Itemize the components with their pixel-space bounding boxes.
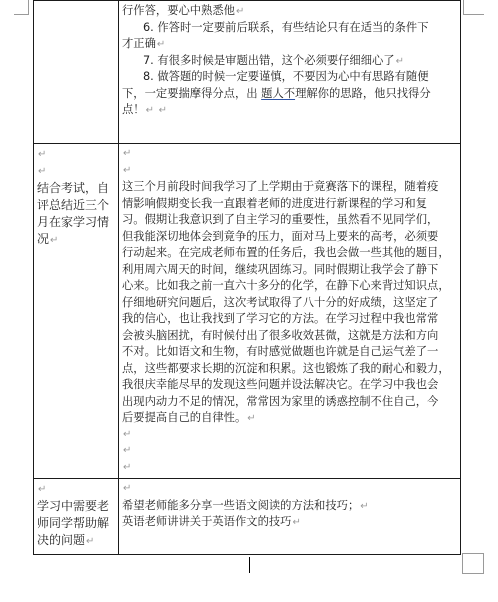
paragraph-line: 心来。比如我之前一直六十多分的化学，在静下心来背过知识点， (122, 279, 450, 292)
list-item: 8. 做答题的时候一定要谨慎，不要因为心中有思路有随便 (143, 70, 429, 83)
row1-label-cell[interactable] (34, 1, 119, 144)
row3-label-cell[interactable]: ↵ 学习中需要老 师同学帮助解 决的问题↵ (34, 479, 119, 555)
row2-label: 结合考试，自 评总结近三个 月在家学习情 况↵ (37, 181, 110, 246)
paragraph-line: 仔细地研究问题后，这次考试取得了八十分的好成绩，这坚定了 (122, 295, 439, 309)
paragraph-line: 会被头脑困扰，有时候付出了很多收效甚微，这就是方法和方向 (122, 328, 439, 342)
list-item: 7. 有很多时候是审题出错，这个必须要仔细细心了↵ (143, 53, 404, 67)
table-row-help-needed (34, 479, 461, 555)
table-row-self-evaluation (34, 144, 461, 479)
paragraph-line: 这三个月前段时间我学习了上学期由于竟赛落下的课程，随着疫 (122, 180, 439, 193)
paragraph-line: 英语老师讲讲关于英语作文的技巧↵ (122, 515, 301, 528)
list-item: 点！↵ ↵ (122, 103, 167, 116)
row3-content-cell[interactable]: ↵ 希望老师能多分享一些语文阅读的方法和技巧；↵ 英语老师讲讲关于英语作文的技巧↵ (119, 479, 461, 555)
crop-mark-top-left (14, 0, 29, 15)
paragraph-line: 行动起来。在完成老师布置的任务后，我也会做一些其他的题目， (122, 246, 450, 259)
paragraph-line: 出现内动力不足的情况，常常因为家里的诱惑控制不住自己，今 (122, 394, 439, 408)
paragraph-line: 我的信心，也让我找到了学习它的方法。在学习过程中我也常常 (122, 312, 439, 325)
row1-content-cell[interactable] (119, 1, 461, 144)
list-item: 才正确↵ (122, 37, 166, 50)
row3-label: 学习中需要老 师同学帮助解 决的问题↵ (37, 499, 110, 547)
text-cursor (249, 557, 250, 573)
paragraph-line: 后要提高自己的自律性。↵ (122, 411, 256, 424)
crop-mark-bottom-right (462, 553, 484, 574)
crop-mark-top-right (463, 0, 484, 15)
evaluation-table (33, 0, 461, 555)
paragraph-line: 点，这些都要求长期的沉淀和积累。这也锻炼了我的耐心和毅力， (122, 361, 450, 375)
paragraph-line: 但我能深切地体会到竟争的压力，面对马上要来的高考，必须要 (122, 229, 439, 243)
paragraph-line: 不对。比如语文和生物，有时感觉做题也许就是自己运气差了一 (122, 345, 439, 358)
paragraph-line: 我很庆幸能尽早的发现这些问题并设法解决它。在学习中我也会 (122, 378, 439, 391)
row2-content-cell[interactable]: ↵ ↵ 这三个月前段时间我学习了上学期由于竟赛落下的课程，随着疫 情影响假期变长我一直跟着老师的进度进行新课程的学习和复 习。假期让我意识到了自主学习的重要性，虽然看不见同学们， 但我能深切地体会到竟争的压力，面对马上要来的高考，必须要 行动起来。在完成老师布置的任务后，我也会做一些其他的题目， 利用周六周天的时间，继续巩固练习。同时假期让我学会了静下 心来。比如我之前一直六十多分的化学，在静下心来背过知识点， 仔细地研究问题后，这次考试取得了八十分的好成绩，这坚定了 我的信心，也让我找到了学习它的方法。在学习过程中我也常常 会被头脑困扰，有时候付出了很多收效甚微，这就是方法和方向 不对。比如语文和生物，有时感觉做题也许就是自己运气差了一 点，这些都要求长期的沉淀和积累。这也锻炼了我的耐心和毅力， 我很庆幸能尽早的发现这些问题并设法解决它。在学习中我也会 出现内动力不足的情况，常常因为家里的诱惑控制不住自己，今 后要提高自己的自律性。↵ ↵ ↵ ↵ (119, 144, 461, 479)
paragraph-line: 利用周六周天的时间，继续巩固练习。同时假期让我学会了静下 (122, 262, 439, 276)
paragraph-line: 习。假期让我意识到了自主学习的重要性，虽然看不见同学们， (122, 213, 439, 226)
list-item: 6. 作答时一定要前后联系，有些结论只有在适当的条件下 (143, 20, 429, 34)
paragraph-line: 希望老师能多分享一些语文阅读的方法和技巧；↵ (122, 498, 369, 512)
list-item: 下，一定要揣摩得分点，出 题人不理解你的思路，他只找得分 (122, 86, 431, 100)
paragraph-line: 情影响假期变长我一直跟着老师的进度进行新课程的学习和复 (122, 196, 428, 210)
list-item: 行作答，要心中熟悉他↵ (122, 4, 245, 17)
spellcheck-underline: 题人不 (261, 86, 296, 100)
table-row-answer-tips (34, 1, 461, 144)
row2-label-cell[interactable]: ↵ ↵ 结合考试，自 评总结近三个 月在家学习情 况↵ (34, 144, 119, 479)
